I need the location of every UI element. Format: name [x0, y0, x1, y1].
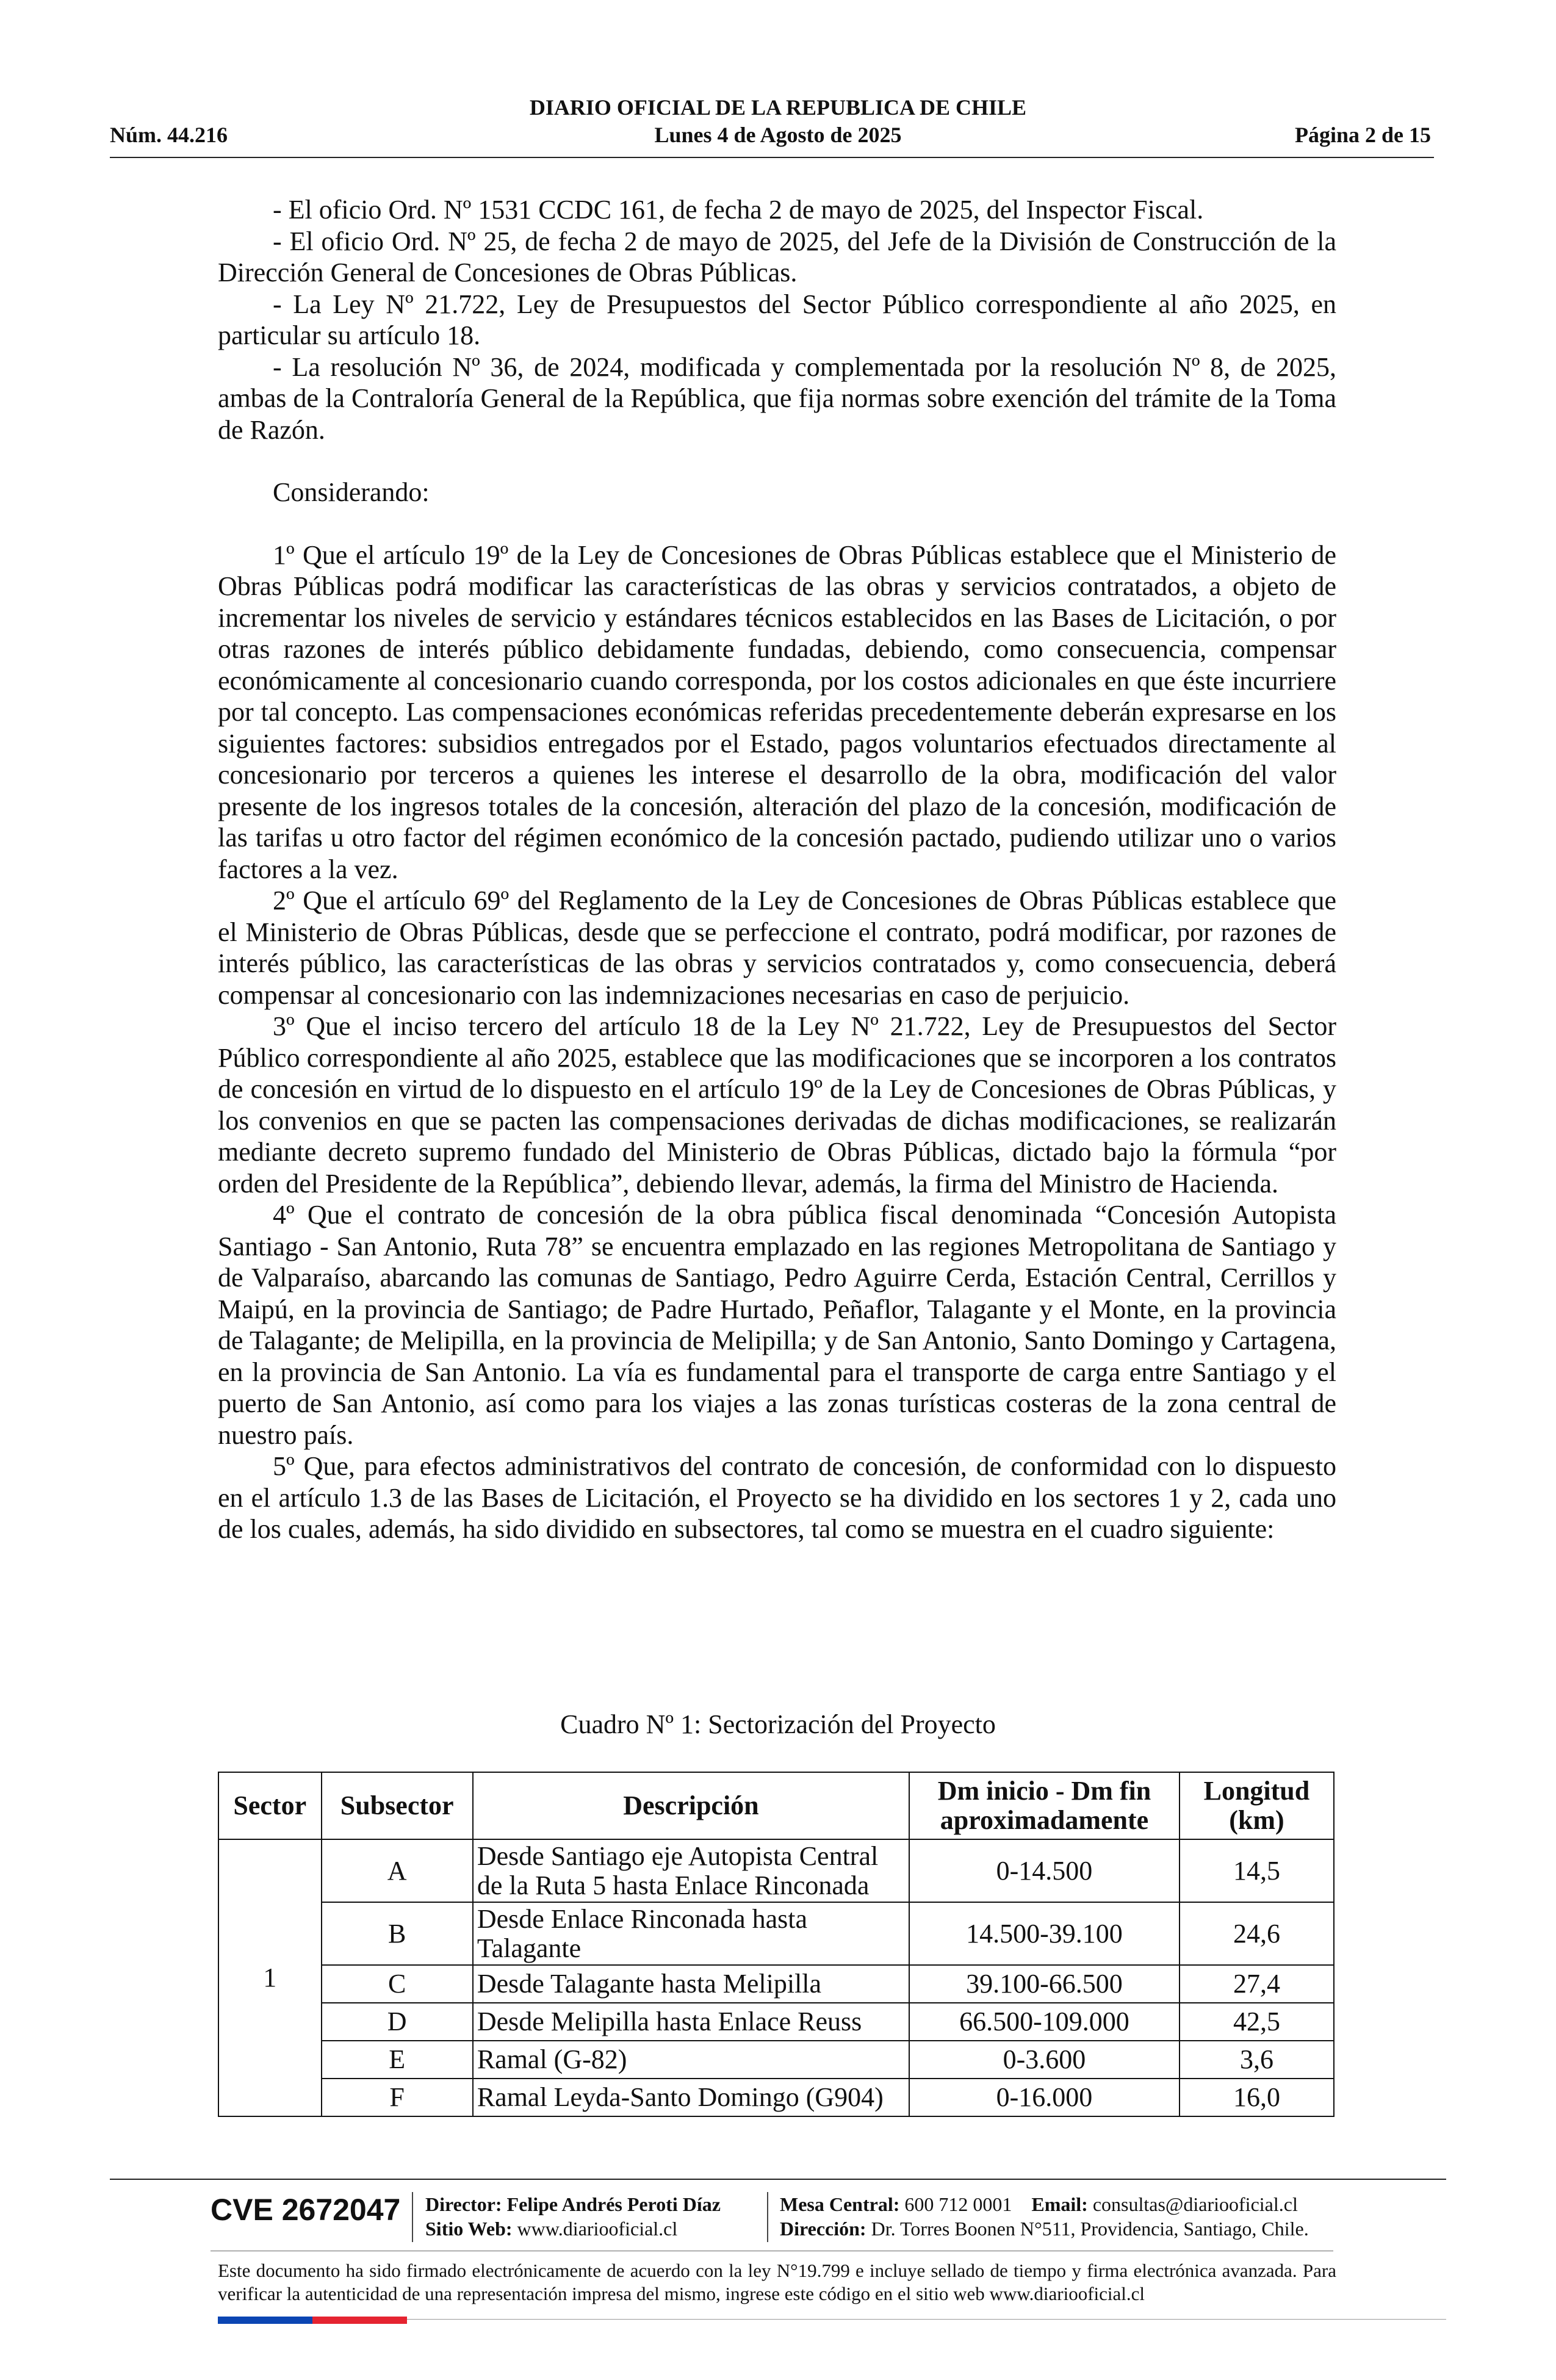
header-length: Longitud (km): [1180, 1772, 1334, 1839]
subsector-cell: A: [322, 1839, 473, 1902]
considerando-paragraph: 2º Que el artículo 69º del Reglamento de la Ley de Concesiones de Obras Públicas establece que el Ministerio de Obras Públicas, desde que se perfeccione el contrato, podrá modificar, por razones de interés público, las características de las obras y servicios contratados y, como consecuencia, deberá compensar al concesionario con las indemnizaciones necesarias en caso de perjuicio.: [218, 885, 1336, 1010]
email-link[interactable]: consultas@diariooficial.cl: [1092, 2193, 1298, 2215]
site-label: Sitio Web:: [425, 2218, 513, 2240]
address-text: Dr. Torres Boonen N°511, Providencia, Santiago, Chile.: [871, 2218, 1309, 2240]
description-cell: Desde Santiago eje Autopista Central de la Ruta 5 hasta Enlace Rinconada: [473, 1839, 909, 1902]
length-cell: 27,4: [1180, 1965, 1334, 2003]
subsector-cell: C: [322, 1965, 473, 2003]
mesa-label: Mesa Central:: [780, 2193, 900, 2215]
length-cell: 24,6: [1180, 1902, 1334, 1965]
subsector-cell: B: [322, 1902, 473, 1965]
table-row: [218, 2079, 1334, 2116]
email-label: Email:: [1031, 2193, 1088, 2215]
flag-blue-segment: [218, 2317, 312, 2324]
table-row: [218, 1902, 1334, 1965]
description-cell: Desde Enlace Rinconada hasta Talagante: [473, 1902, 909, 1965]
flag-red-segment: [312, 2317, 407, 2324]
footer-separator: [412, 2192, 413, 2242]
reference-item: - El oficio Ord. Nº 1531 CCDC 161, de fecha 2 de mayo de 2025, del Inspector Fiscal.: [273, 195, 1204, 225]
flag-stripe: [218, 2317, 407, 2324]
description-cell: Ramal (G-82): [473, 2041, 909, 2079]
dm-cell: 14.500-39.100: [909, 1902, 1180, 1965]
sector-cell: 1: [218, 1839, 322, 2116]
table-row: [218, 2041, 1334, 2079]
footer-separator: [767, 2192, 768, 2242]
header-subsector: Subsector: [322, 1772, 473, 1839]
considerando-paragraph: 5º Que, para efectos administrativos del contrato de concesión, de conformidad con lo dispuesto en el artículo 1.3 de las Bases de Licitación, el Proyecto se ha dividido en los sectores 1 y 2, cada uno de los cuales, además, ha sido dividido en subsectores, tal como se muestra en el cuadro siguiente:: [218, 1451, 1336, 1544]
header-description: Descripción: [473, 1772, 909, 1839]
director-name: Felipe Andrés Peroti Díaz: [506, 2193, 721, 2215]
document-body: [218, 194, 1336, 1545]
length-cell: 3,6: [1180, 2041, 1334, 2079]
description-cell: Desde Melipilla hasta Enlace Reuss: [473, 2003, 909, 2041]
description-cell: Ramal Leyda-Santo Domingo (G904): [473, 2079, 909, 2116]
sectorization-table: [218, 1772, 1334, 2117]
dm-cell: 0-14.500: [909, 1839, 1180, 1902]
table-caption: Cuadro Nº 1: Sectorización del Proyecto: [560, 1709, 996, 1739]
table-row: [218, 1965, 1334, 2003]
length-cell: 14,5: [1180, 1839, 1334, 1902]
dm-cell: 0-16.000: [909, 2079, 1180, 2116]
length-cell: 42,5: [1180, 2003, 1334, 2041]
issue-date: Lunes 4 de Agosto de 2025: [654, 123, 902, 147]
cve-code: CVE 2672047: [211, 2193, 401, 2227]
footer-contact-block: [780, 2192, 1309, 2241]
subsector-cell: E: [322, 2041, 473, 2079]
description-cell: Desde Talagante hasta Melipilla: [473, 1965, 909, 2003]
considerando-paragraph: 1º Que el artículo 19º de la Ley de Concesiones de Obras Públicas establece que el Ministerio de Obras Públicas podrá modificar las características de las obras y servicios contratados, a objeto de incrementar los niveles de servicio y estándares técnicos establecidos en las Bases de Licitación, o por otras razones de interés público debidamente fundadas, debiendo, como consecuencia, compensar económicamente al concesionario cuando corresponda, por los costos adicionales en que éste incurriere por tal concepto. Las compensaciones económicas referidas precedentemente deberán expresarse en los siguientes factores: subsidios entregados por el Estado, pagos voluntarios efectuados directamente al concesionario por terceros a quienes les interese el desarrollo de la obra, modificación del valor presente de los ingresos totales de la concesión, alteración del plazo de la concesión, modificación de las tarifas u otro factor del régimen económico de la concesión pactado, pudiendo utilizar uno o varios factores a la vez.: [218, 539, 1336, 884]
dm-cell: 0-3.600: [909, 2041, 1180, 2079]
reference-item: - La resolución Nº 36, de 2024, modificada y complementada por la resolución Nº 8, de 2025, ambas de la Contraloría General de la República, que fija normas sobre exención del trámite de la Toma de Razón.: [218, 352, 1336, 445]
length-cell: 16,0: [1180, 2079, 1334, 2116]
page-indicator: Página 2 de 15: [1294, 123, 1431, 147]
reference-item: - El oficio Ord. Nº 25, de fecha 2 de mayo de 2025, del Jefe de la División de Construcción de la Dirección General de Concesiones de Obras Públicas.: [218, 226, 1336, 287]
table-row: [218, 2003, 1334, 2041]
header-sector: Sector: [218, 1772, 322, 1839]
subsector-cell: D: [322, 2003, 473, 2041]
director-label: Director:: [425, 2193, 502, 2215]
table-header-row: [218, 1772, 1334, 1839]
address-label: Dirección:: [780, 2218, 866, 2240]
gazette-title: DIARIO OFICIAL DE LA REPUBLICA DE CHILE: [529, 95, 1027, 120]
header-dm: Dm inicio - Dm fin aproximadamente: [909, 1772, 1180, 1839]
subsector-cell: F: [322, 2079, 473, 2116]
footer-divider: [110, 2179, 1446, 2180]
reference-item: - La Ley Nº 21.722, Ley de Presupuestos del Sector Público correspondiente al año 2025, en particular su artículo 18.: [218, 289, 1336, 350]
considerando-paragraph: 3º Que el inciso tercero del artículo 18 de la Ley Nº 21.722, Ley de Presupuestos del Sector Público correspondiente al año 2025, establece que las modificaciones que se incorporen a los contratos de concesión en virtud de lo dispuesto en el artículo 19º de la Ley de Concesiones de Obras Públicas, y los convenios en que se pacten las compensaciones derivadas de dichas modificaciones, se realizarán mediante decreto supremo fundado del Ministerio de Obras Públicas, dictado bajo la fórmula “por orden del Presidente de la República”, debiendo llevar, además, la firma del Ministro de Hacienda.: [218, 1011, 1336, 1199]
considerando-heading: Considerando:: [273, 477, 430, 507]
header-divider: [110, 157, 1434, 158]
footer-director-block: [425, 2192, 721, 2241]
issue-number: Núm. 44.216: [110, 123, 228, 147]
table-row: [218, 1839, 1334, 1902]
considerando-paragraph: 4º Que el contrato de concesión de la obra pública fiscal denominada “Concesión Autopista Santiago - San Antonio, Ruta 78” se encuentra emplazado en las regiones Metropolitana de Santiago y de Valparaíso, abarcando las comunas de Santiago, Pedro Aguirre Cerda, Estación Central, Cerrillos y Maipú, en la provincia de Santiago; de Padre Hurtado, Peñaflor, Talagante y el Monte, en la provincia de Talagante; de Melipilla, en la provincia de Melipilla; y de San Antonio, Santo Domingo y Cartagena, en la provincia de San Antonio. La vía es fundamental para el transporte de carga entre Santiago y el puerto de San Antonio, así como para los viajes a las zonas turísticas costeras de la zona central de nuestro país.: [218, 1200, 1336, 1450]
signature-disclaimer: Este documento ha sido firmado electrónicamente de acuerdo con la ley N°19.799 e incluye sellado de tiempo y firma electrónica avanzada. Para verificar la autenticidad de una representación impresa del mismo, ingrese este código en el sitio web www.diariooficial.cl: [218, 2260, 1336, 2304]
dm-cell: 39.100-66.500: [909, 1965, 1180, 2003]
site-link[interactable]: www.diariooficial.cl: [517, 2218, 678, 2240]
mesa-phone: 600 712 0001: [904, 2193, 1012, 2215]
dm-cell: 66.500-109.000: [909, 2003, 1180, 2041]
